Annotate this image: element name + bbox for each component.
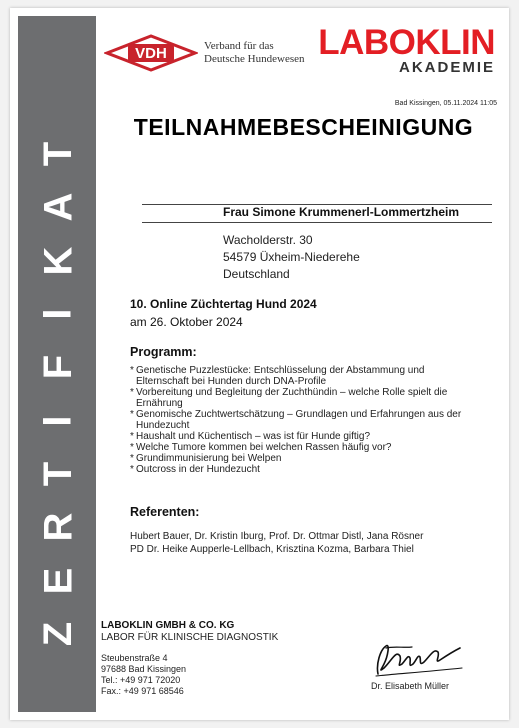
certificate-content bbox=[96, 8, 509, 720]
program-heading: Programm: bbox=[130, 345, 197, 359]
referents-line1: Hubert Bauer, Dr. Kristin Iburg, Prof. Dr. Ottmar Distl, Jana Rösner bbox=[130, 531, 424, 542]
vdh-name bbox=[204, 40, 305, 66]
sidebar-letter: F bbox=[36, 355, 80, 380]
sidebar-letter: T bbox=[36, 141, 80, 167]
address-name-rule bbox=[142, 222, 492, 223]
footer-city: 97688 Bad Kissingen bbox=[101, 664, 187, 674]
certificate-page bbox=[10, 8, 509, 720]
laboklin-akademie: AKADEMIE bbox=[398, 59, 495, 76]
vdh-logo-text: VDH bbox=[135, 45, 167, 62]
recipient-name: Frau Simone Krummenerl-Lommertzheim bbox=[223, 205, 460, 219]
event-date: am 26. Oktober 2024 bbox=[130, 315, 243, 329]
program-item-text: Outcross in der Hundezucht bbox=[136, 464, 260, 475]
list-item: * Grundimmunisierung bei Welpen bbox=[130, 453, 282, 464]
sidebar-letter: Z bbox=[36, 621, 80, 647]
sidebar-letter: K bbox=[35, 246, 80, 276]
referents-heading: Referenten: bbox=[130, 505, 200, 519]
signature-image bbox=[364, 638, 474, 682]
signatory-name: Dr. Elisabeth Müller bbox=[371, 681, 450, 691]
recipient-street: Wacholderstr. 30 bbox=[223, 233, 313, 247]
program-item-text: Vorbereitung und Begleitung der Zuchthündin – welche Rolle spielt die Ernährung bbox=[136, 387, 448, 409]
list-item: * Welche Tumore kommen bei welchen Rassen häufig vor? bbox=[130, 442, 392, 453]
footer-fax: Fax.: +49 971 68546 bbox=[101, 686, 184, 696]
footer-street: Steubenstraße 4 bbox=[101, 653, 168, 663]
footer-tel: Tel.: +49 971 72020 bbox=[101, 675, 181, 685]
vdh-diamond-icon bbox=[104, 34, 198, 72]
vdh-logo bbox=[104, 34, 305, 72]
program-item-text: Welche Tumore kommen bei welchen Rassen häufig vor? bbox=[136, 442, 392, 453]
issue-date: Bad Kissingen, 05.11.2024 11:05 bbox=[394, 100, 497, 107]
footer-company: LABOKLIN GMBH & CO. KG bbox=[101, 620, 235, 631]
vertical-zertifikat-text bbox=[35, 134, 80, 654]
laboklin-wordmark: LABOKLIN bbox=[318, 23, 495, 62]
footer-subtitle: LABOR FÜR KLINISCHE DIAGNOSTIK bbox=[101, 632, 279, 643]
program-list bbox=[126, 365, 476, 475]
list-item: * Genomische Zuchtwertschätzung – Grundlagen und Erfahrungen aus der Hundezucht bbox=[130, 409, 462, 431]
program-item-text: Genetische Puzzlestücke: Entschlüsselung der Abstammung und Elternschaft bei Hunden durch DNA-Profile bbox=[136, 365, 425, 387]
vdh-line1: Verband für das bbox=[204, 40, 274, 52]
referents-line2: PD Dr. Heike Aupperle-Lellbach, Krisztina Kozma, Barbara Thiel bbox=[130, 544, 414, 555]
program-item-text: Grundimmunisierung bei Welpen bbox=[136, 453, 282, 464]
sidebar-letter: I bbox=[36, 415, 80, 427]
page-title: TEILNAHMEBESCHEINIGUNG bbox=[133, 114, 474, 140]
sidebar-band bbox=[18, 16, 96, 712]
list-item: * Outcross in der Hundezucht bbox=[130, 464, 260, 475]
recipient-country: Deutschland bbox=[223, 267, 290, 281]
list-item: * Genetische Puzzlestücke: Entschlüsselung der Abstammung und Elternschaft bei Hunden durch DNA-Profile bbox=[130, 365, 425, 387]
recipient-city: 54579 Üxheim-Niederehe bbox=[223, 250, 360, 264]
vdh-line2: Deutsche Hundewesen bbox=[204, 53, 305, 65]
list-item: * Haushalt und Küchentisch – was ist für Hunde giftig? bbox=[130, 431, 371, 442]
sidebar-letter: I bbox=[36, 308, 80, 320]
list-item: * Vorbereitung und Begleitung der Zuchthündin – welche Rolle spielt die Ernährung bbox=[130, 387, 448, 409]
laboklin-logo bbox=[318, 23, 495, 76]
sidebar-letter: R bbox=[35, 512, 80, 542]
sidebar-letter: A bbox=[35, 192, 80, 222]
event-title: 10. Online Züchtertag Hund 2024 bbox=[130, 297, 317, 311]
sidebar-letter: T bbox=[36, 461, 80, 487]
program-item-text: Haushalt und Küchentisch – was ist für Hunde giftig? bbox=[136, 431, 371, 442]
program-item-text: Genomische Zuchtwertschätzung – Grundlagen und Erfahrungen aus der Hundezucht bbox=[136, 409, 462, 431]
sidebar-letter: E bbox=[36, 567, 80, 594]
